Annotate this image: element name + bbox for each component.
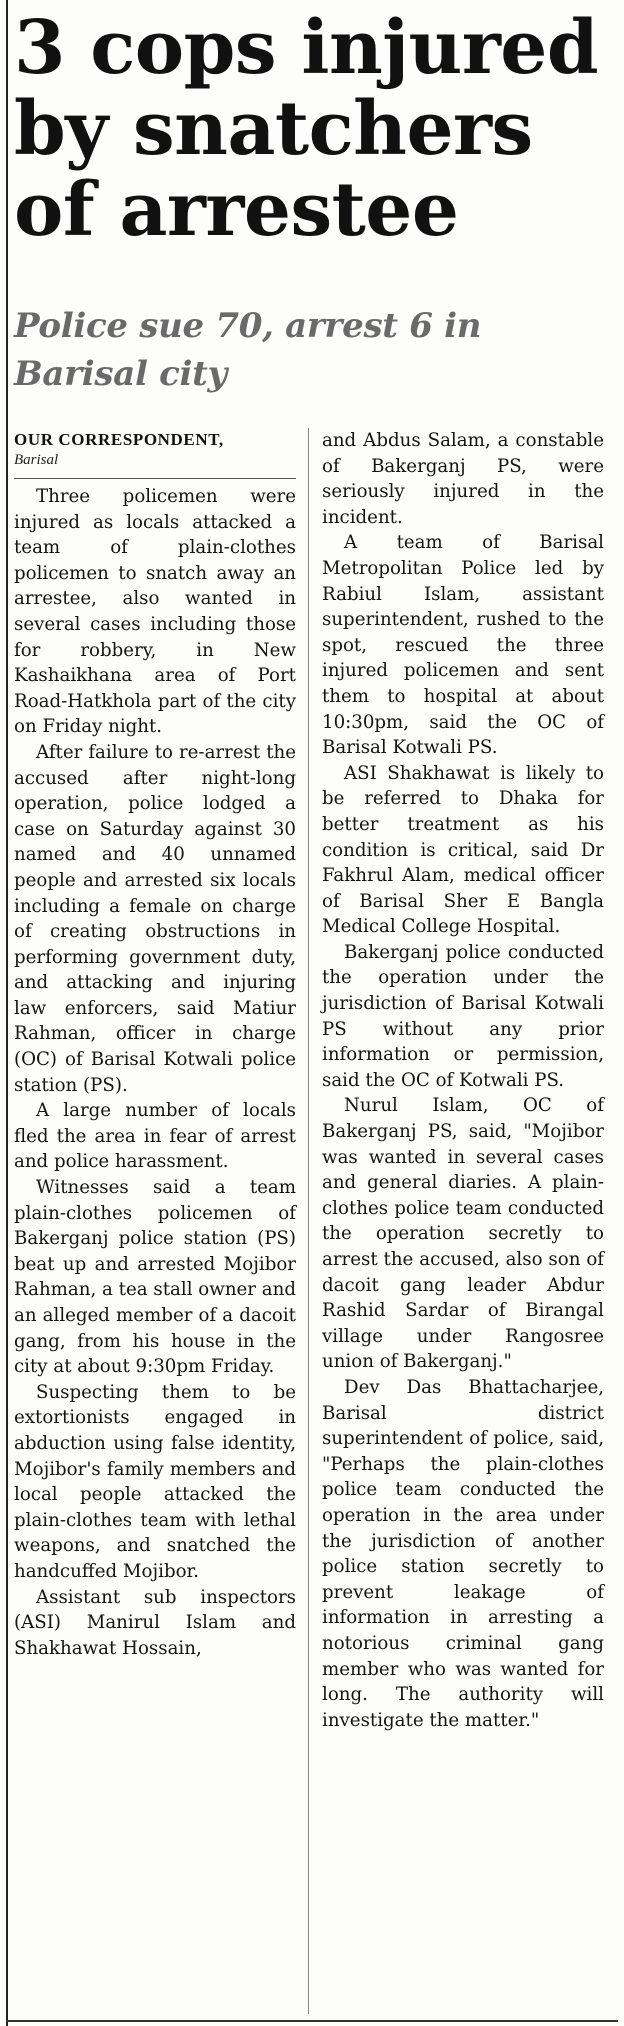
paragraph: Suspecting them to be extortionists engaged in abduction using false identity, Mojibor's family members and local people attacked the plain-clothes team with lethal weapons, and snatched the handcuffed Mojibor.	[14, 1381, 296, 1582]
paragraph: Assistant sub inspectors (ASI) Manirul Islam and Shakhawat Hossain,	[14, 1586, 296, 1659]
bottom-border-rule	[6, 2020, 618, 2022]
headline-line: of arrestee	[14, 167, 459, 253]
left-border-rule	[6, 0, 8, 2026]
byline-location: Barisal	[14, 452, 59, 468]
paragraph: Three policemen were injured as locals attacked a team of plain-clothes policemen to snatch away an arrestee, also wanted in several cases including those for robbery, in New Kashaikhana area of Port Road-Hatkhola part of the city on Friday night.	[14, 486, 296, 738]
paragraph: Nurul Islam, OC of Bakerganj PS, said, "Mojibor was wanted in several cases and general diaries. A plain-clothes police team conducted the operation secretly to arrest the accused, also son of dacoit gang leader Abdur Rashid Sardar of Birangal village under Rangosree union of Bakerganj."	[322, 1095, 604, 1373]
paragraph: Dev Das Bhattacharjee, Barisal district superintendent of police, said, "Perhaps the plain-clothes police team conducted the operation in the area under the jurisdiction of another police station secretly to prevent leakage of information in arresting a notorious criminal gang member who was wanted for long. The authority will investigate the matter."	[322, 1376, 604, 1731]
subheadline: Police sue 70, arrest 6 in Barisal city	[14, 306, 482, 394]
byline-divider	[14, 478, 296, 479]
article-column-2	[322, 428, 604, 1733]
headline	[14, 5, 614, 253]
article-column-1	[14, 484, 296, 1661]
paragraph: A team of Barisal Metropolitan Police led by Rabiul Islam, assistant superintendent, rushed to the spot, rescued the three injured policemen and sent them to hospital at about 10:30pm, said the OC of Barisal Kotwali PS.	[322, 532, 604, 759]
column-divider	[308, 428, 309, 2014]
paragraph: After failure to re-arrest the accused after night-long operation, police lodged a case on Saturday against 30 named and 40 unnamed people and arrested six locals including a female on charge of creating obstructions in performing government duty, and attacking and injuring law enforcers, said Matiur Rahman, officer in charge (OC) of Barisal Kotwali police station (PS).	[14, 741, 296, 1096]
paragraph: Witnesses said a team plain-clothes policemen of Bakerganj police station (PS) beat up and arrested Mojibor Rahman, a tea stall owner and an alleged member of a dacoit gang, from his house in the city at about 9:30pm Friday.	[14, 1177, 296, 1378]
paragraph-continuation: and Abdus Salam, a constable of Bakerganj PS, were seriously injured in the incident.	[322, 430, 604, 528]
paragraph: Bakerganj police conducted the operation under the jurisdiction of Barisal Kotwali PS without any prior information or permission, said the OC of Kotwali PS.	[322, 941, 604, 1091]
byline-name: OUR CORRESPONDENT,	[14, 430, 224, 449]
headline-line: 3 cops injured	[14, 5, 599, 91]
paragraph: ASI Shakhawat is likely to be referred to Dhaka for better treatment as his condition is critical, said Dr Fakhrul Alam, medical officer of Barisal Sher E Bangla Medical College Hospital.	[322, 762, 604, 938]
paragraph: A large number of locals fled the area in fear of arrest and police harassment.	[14, 1100, 296, 1173]
headline-line: by snatchers	[14, 86, 533, 172]
